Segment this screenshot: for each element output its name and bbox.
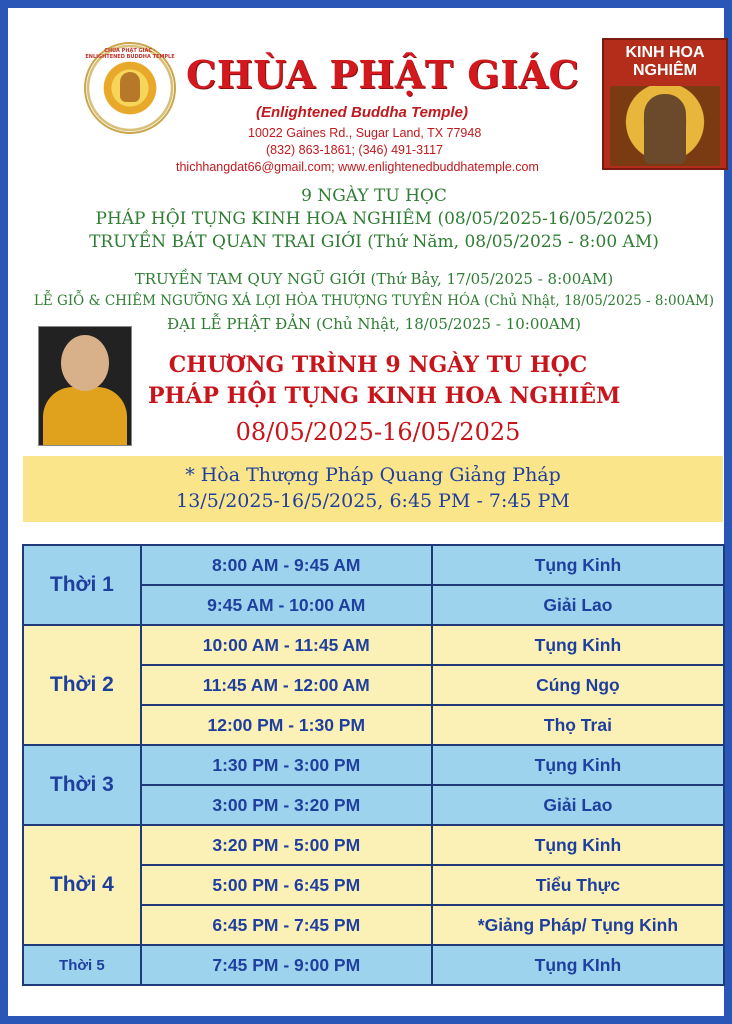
activity-cell: Tụng Kinh xyxy=(432,625,724,665)
time-cell: 12:00 PM - 1:30 PM xyxy=(141,705,432,745)
session-label: Thời 3 xyxy=(23,745,141,825)
temple-contact: thichhangdat66@gmail.com; www.enlightenedbuddhatemple.com xyxy=(176,160,539,174)
session-label: Thời 1 xyxy=(23,545,141,625)
announcement-line: ĐẠI LỄ PHẬT ĐẢN (Chủ Nhật, 18/05/2025 - 10:00AM) xyxy=(167,315,581,333)
table-row xyxy=(23,545,724,585)
table-row xyxy=(23,625,724,665)
banner-line2: 13/5/2025-16/5/2025, 6:45 PM - 7:45 PM xyxy=(176,490,570,512)
logo-text: CHÙA PHẬT GIÁC · ENLIGHTENED BUDDHA TEMPLE xyxy=(85,48,175,60)
session-label: Thời 2 xyxy=(23,625,141,745)
activity-cell: Giải Lao xyxy=(432,785,724,825)
temple-subtitle: (Enlightened Buddha Temple) xyxy=(256,104,468,121)
time-cell: 3:00 PM - 3:20 PM xyxy=(141,785,432,825)
table-row xyxy=(23,745,724,785)
activity-cell: Tiểu Thực xyxy=(432,865,724,905)
time-cell: 5:00 PM - 6:45 PM xyxy=(141,865,432,905)
session-label: Thời 5 xyxy=(23,945,141,985)
announcement-line: TRUYỀN BÁT QUAN TRAI GIỚI (Thứ Năm, 08/05/2025 - 8:00 AM) xyxy=(89,232,659,252)
time-cell: 6:45 PM - 7:45 PM xyxy=(141,905,432,945)
announcement-line: TRUYỀN TAM QUY NGŨ GIỚI (Thứ Bảy, 17/05/2025 - 8:00AM) xyxy=(134,270,614,288)
time-cell: 8:00 AM - 9:45 AM xyxy=(141,545,432,585)
time-cell: 11:45 AM - 12:00 AM xyxy=(141,665,432,705)
banner-line1: * Hòa Thượng Pháp Quang Giảng Pháp xyxy=(185,464,561,486)
temple-title: CHÙA PHẬT GIÁC xyxy=(186,52,580,97)
temple-phones: (832) 863-1861; (346) 491-3117 xyxy=(266,143,443,157)
time-cell: 1:30 PM - 3:00 PM xyxy=(141,745,432,785)
monk-portrait xyxy=(38,326,132,446)
temple-logo xyxy=(84,42,176,134)
activity-cell: Tụng KInh xyxy=(432,945,724,985)
activity-cell: Tụng Kinh xyxy=(432,545,724,585)
announcement-line: 9 NGÀY TU HỌC xyxy=(301,186,447,206)
buddha-icon xyxy=(120,72,140,102)
time-cell: 10:00 AM - 11:45 AM xyxy=(141,625,432,665)
activity-cell: Tụng Kinh xyxy=(432,825,724,865)
temple-address: 10022 Gaines Rd., Sugar Land, TX 77948 xyxy=(248,126,482,140)
activity-cell: Cúng Ngọ xyxy=(432,665,724,705)
announcement-line: LỄ GIỖ & CHIÊM NGƯỠNG XÁ LỢI HÒA THƯỢNG TUYÊN HÓA (Chủ Nhật, 18/05/2025 - 8:00AM) xyxy=(33,293,715,309)
activity-cell: Giải Lao xyxy=(432,585,724,625)
portrait-robe xyxy=(43,387,127,445)
time-cell: 9:45 AM - 10:00 AM xyxy=(141,585,432,625)
buddha-statue-icon xyxy=(644,94,686,164)
activity-cell: Thọ Trai xyxy=(432,705,724,745)
program-title-line1: CHƯƠNG TRÌNH 9 NGÀY TU HỌC xyxy=(168,352,588,378)
activity-cell: *Giảng Pháp/ Tụng Kinh xyxy=(432,905,724,945)
schedule-table xyxy=(22,544,725,986)
announcement-line: PHÁP HỘI TỤNG KINH HOA NGHIÊM (08/05/2025-16/05/2025) xyxy=(95,209,653,229)
book-title: KINH HOA NGHIÊM xyxy=(625,44,705,79)
program-title-line2: PHÁP HỘI TỤNG KINH HOA NGHIÊM xyxy=(148,383,621,409)
dharma-talk-banner xyxy=(23,456,723,522)
time-cell: 7:45 PM - 9:00 PM xyxy=(141,945,432,985)
time-cell: 3:20 PM - 5:00 PM xyxy=(141,825,432,865)
book-cover xyxy=(602,38,728,170)
table-row xyxy=(23,825,724,865)
table-row xyxy=(23,945,724,985)
session-label: Thời 4 xyxy=(23,825,141,945)
activity-cell: Tụng Kinh xyxy=(432,745,724,785)
program-dates: 08/05/2025-16/05/2025 xyxy=(235,418,521,446)
portrait-face xyxy=(61,335,109,391)
